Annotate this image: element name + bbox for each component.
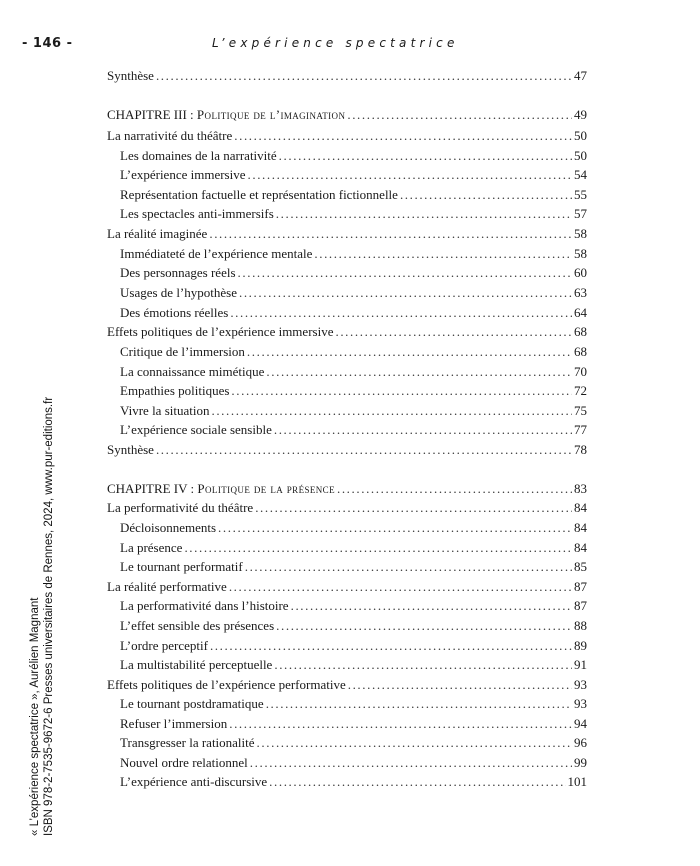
toc-page-number: 63 [574, 285, 587, 300]
sidebar-line-book: « L’expérience spectatrice », Aurélien Magnant [29, 597, 41, 836]
toc-dot-leader [156, 67, 572, 85]
toc-subsection-entry [120, 656, 587, 674]
toc-subsection-entry [120, 754, 587, 772]
toc-page-number: 89 [574, 638, 587, 653]
toc-page-number: 85 [574, 559, 587, 574]
toc-chapter-name: Politique de l’imagination [196, 107, 346, 122]
toc-entry-title: Usages de l’hypothèse [120, 285, 237, 300]
toc-page-number: 101 [567, 774, 587, 789]
toc-page-number: 54 [574, 167, 587, 182]
toc-chapter-entry [107, 480, 587, 498]
toc-subsection-entry [120, 597, 587, 615]
toc-subsection-entry [120, 343, 587, 361]
toc-entry-title: La multistabilité perceptuelle [120, 657, 273, 672]
toc-dot-leader [229, 715, 572, 733]
toc-dot-leader [347, 106, 572, 124]
toc-dot-leader [250, 754, 572, 772]
toc-subsection-entry [120, 363, 587, 381]
toc-entry-title: La narrativité du théâtre [107, 128, 233, 143]
toc-subsection-entry [120, 402, 587, 420]
toc-page-number: 57 [574, 206, 587, 221]
toc-dot-leader [266, 695, 572, 713]
toc-dot-leader [229, 578, 572, 596]
toc-dot-leader [400, 186, 572, 204]
toc-entry-title: L’expérience anti-discursive [120, 774, 268, 789]
toc-subsection-entry [120, 617, 587, 635]
toc-dot-leader [269, 773, 565, 791]
toc-entry-title: L’effet sensible des présences [120, 618, 275, 633]
toc-entry-title: Immédiateté de l’expérience mentale [120, 246, 313, 261]
toc-dot-leader [257, 734, 572, 752]
toc-dot-leader [274, 421, 572, 439]
page-number: - 146 - [22, 36, 73, 51]
toc-entry-title: La réalité performative [107, 579, 227, 594]
toc-chapter-number: CHAPITRE IV : [107, 481, 198, 496]
sidebar-line-isbn: ISBN 978-2-7535-9672-6 Presses universitaires de Rennes, 2024, www.pur-editions.fr [43, 396, 55, 836]
toc-page-number: 78 [574, 442, 587, 457]
toc-dot-leader [248, 166, 573, 184]
toc-page-number: 83 [574, 481, 587, 496]
toc-section-entry [107, 127, 587, 145]
toc-page-number: 75 [574, 403, 587, 418]
toc-entry-title: Transgresser la rationalité [120, 735, 255, 750]
toc-section-entry [107, 578, 587, 596]
toc-dot-leader [210, 637, 572, 655]
toc-section-entry [107, 225, 587, 243]
toc-dot-leader [276, 205, 572, 223]
toc-dot-leader [291, 597, 572, 615]
toc-subsection-entry [120, 637, 587, 655]
toc-page-number: 68 [574, 344, 587, 359]
toc-entry-title: Vivre la situation [120, 403, 210, 418]
toc-dot-leader [348, 676, 572, 694]
toc-entry-title: Les domaines de la narrativité [120, 148, 277, 163]
running-title: L’expérience spectatrice [212, 36, 459, 50]
toc-page-number: 93 [574, 696, 587, 711]
toc-page-number: 84 [574, 500, 587, 515]
toc-page-number: 50 [574, 128, 587, 143]
toc-page-number: 49 [574, 107, 587, 122]
toc-page-number: 91 [574, 657, 587, 672]
toc-page-number: 72 [574, 383, 587, 398]
toc-section-entry [107, 67, 587, 85]
toc-dot-leader [218, 519, 572, 537]
toc-dot-leader [231, 382, 572, 400]
toc-entry-title: Des personnages réels [120, 265, 236, 280]
toc-dot-leader [230, 304, 572, 322]
toc-dot-leader [209, 225, 572, 243]
toc-dot-leader [255, 499, 572, 517]
toc-entry-title: L’expérience sociale sensible [120, 422, 272, 437]
toc-entry-title: Les spectacles anti-immersifs [120, 206, 274, 221]
toc-section-entry [107, 499, 587, 517]
toc-subsection-entry [120, 284, 587, 302]
toc-dot-leader [156, 441, 572, 459]
toc-dot-leader [335, 323, 572, 341]
toc-chapter-name: Politique de la présence [197, 481, 335, 496]
toc-entry-title: L’expérience immersive [120, 167, 246, 182]
toc-page-number: 84 [574, 520, 587, 535]
toc-entry-title: La connaissance mimétique [120, 364, 265, 379]
toc-page-number: 87 [574, 579, 587, 594]
toc-subsection-entry [120, 245, 587, 263]
toc-dot-leader [274, 656, 572, 674]
toc-subsection-entry [120, 304, 587, 322]
toc-subsection-entry [120, 734, 587, 752]
toc-entry-title: Le tournant performatif [120, 559, 243, 574]
toc-subsection-entry [120, 166, 587, 184]
toc-entry-title: Représentation factuelle et représentation fictionnelle [120, 187, 398, 202]
toc-entry-title: Effets politiques de l’expérience immersive [107, 324, 334, 339]
toc-subsection-entry [120, 264, 587, 282]
toc-dot-leader [247, 343, 572, 361]
toc-page-number: 94 [574, 716, 587, 731]
toc-entry-title: Effets politiques de l’expérience performative [107, 677, 346, 692]
toc-dot-leader [184, 539, 572, 557]
toc-dot-leader [276, 617, 572, 635]
toc-subsection-entry [120, 147, 587, 165]
toc-dot-leader [245, 558, 572, 576]
toc-page-number: 84 [574, 540, 587, 555]
toc-page-number: 58 [574, 226, 587, 241]
toc-entry-title: Le tournant postdramatique [120, 696, 264, 711]
toc-entry-title: Empathies politiques [120, 383, 230, 398]
toc-chapter-number: CHAPITRE III : [107, 107, 197, 122]
toc-subsection-entry [120, 186, 587, 204]
toc-entry-title: La présence [120, 540, 183, 555]
toc-subsection-entry [120, 773, 587, 791]
toc-subsection-entry [120, 421, 587, 439]
toc-entry-title: Décloisonnements [120, 520, 217, 535]
toc-subsection-entry [120, 519, 587, 537]
toc-subsection-entry [120, 382, 587, 400]
toc-page-number: 58 [574, 246, 587, 261]
toc-page-number: 87 [574, 598, 587, 613]
toc-subsection-entry [120, 558, 587, 576]
toc-section-entry [107, 676, 587, 694]
toc-entry-title: L’ordre perceptif [120, 638, 208, 653]
toc-page-number: 68 [574, 324, 587, 339]
toc-dot-leader [337, 480, 572, 498]
toc-page-number: 96 [574, 735, 587, 750]
toc-page-number: 60 [574, 265, 587, 280]
toc-dot-leader [234, 127, 572, 145]
toc-page-number: 99 [574, 755, 587, 770]
toc-page-number: 88 [574, 618, 587, 633]
toc-page-number: 77 [574, 422, 587, 437]
toc-dot-leader [314, 245, 572, 263]
toc-page-number: 93 [574, 677, 587, 692]
toc-page-number: 47 [574, 68, 587, 83]
toc-dot-leader [239, 284, 572, 302]
toc-page-number: 55 [574, 187, 587, 202]
toc-chapter-entry [107, 106, 587, 124]
toc-entry-title: La performativité du théâtre [107, 500, 254, 515]
toc-subsection-entry [120, 539, 587, 557]
toc-section-entry [107, 323, 587, 341]
toc-subsection-entry [120, 695, 587, 713]
toc-section-entry [107, 441, 587, 459]
toc-entry-title: Synthèse [107, 68, 154, 83]
toc-entry-title: Critique de l’immersion [120, 344, 245, 359]
toc-entry-title [107, 106, 345, 124]
toc-entry-title [107, 480, 335, 498]
toc-dot-leader [211, 402, 572, 420]
toc-dot-leader [238, 264, 572, 282]
toc-page-number: 70 [574, 364, 587, 379]
toc-page-number: 50 [574, 148, 587, 163]
toc-dot-leader [279, 147, 572, 165]
toc-entry-title: La performativité dans l’histoire [120, 598, 289, 613]
toc-entry-title: Des émotions réelles [120, 305, 229, 320]
toc-entry-title: Nouvel ordre relationnel [120, 755, 248, 770]
toc-entry-title: Synthèse [107, 442, 154, 457]
toc-dot-leader [266, 363, 572, 381]
toc-page-number: 64 [574, 305, 587, 320]
toc-entry-title: Refuser l’immersion [120, 716, 228, 731]
toc-subsection-entry [120, 205, 587, 223]
toc-subsection-entry [120, 715, 587, 733]
toc-entry-title: La réalité imaginée [107, 226, 208, 241]
